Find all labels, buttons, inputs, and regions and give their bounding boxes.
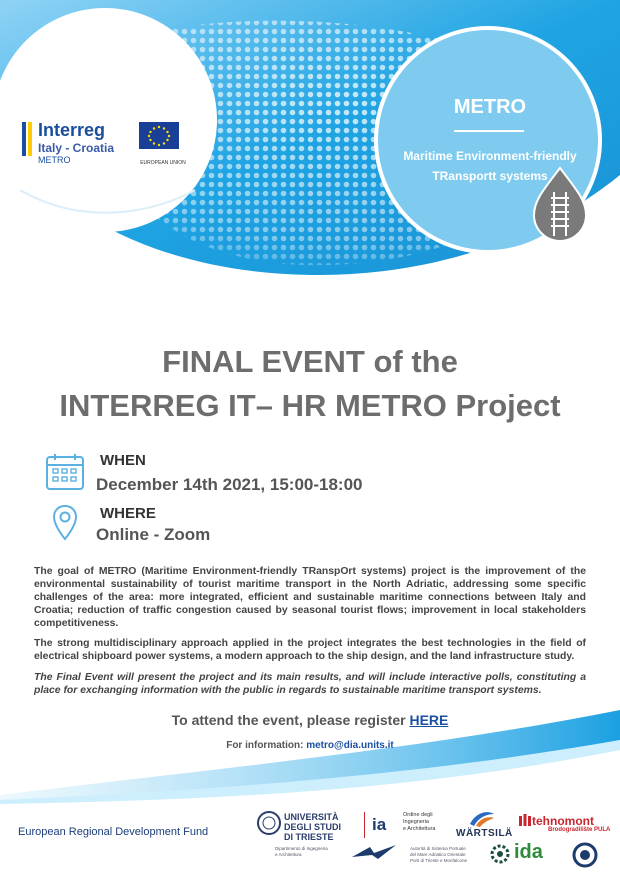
info-label: For information: [226, 740, 307, 751]
partner-logo-ia: ia [372, 815, 387, 834]
register-text: To attend the event, please register [171, 712, 410, 728]
partner-logo-tehnomont: tehnomont [532, 814, 594, 828]
ia-sub-line1: Ordine degli [403, 812, 433, 818]
small2-line2: del Mare Adriatico Orientale [410, 852, 466, 857]
calendar-icon [45, 452, 85, 492]
badge-divider [454, 130, 524, 132]
ia-sub-line3: e Architettura [403, 826, 436, 832]
interreg-logo-text: Interreg [38, 120, 106, 140]
event-location: Online - Zoom [96, 525, 211, 544]
description-approach: The strong multidisciplinary approach applied in the project integrates the best technologies in the field of electrical shipboard power systems, a modern approach to the ship design, and the land infrastructure study. [34, 638, 586, 662]
tehnomont-icon [518, 813, 532, 827]
partner-port-caption [410, 846, 467, 864]
where-label: WHERE [100, 505, 156, 522]
programme-name: Italy - Croatia [38, 141, 115, 155]
page-title [0, 340, 620, 428]
badge-subtitle [380, 146, 600, 186]
event-date: December 14th 2021, 15:00-18:00 [96, 475, 363, 494]
description-final-event: The Final Event will present the project and its main results, and will include interactive polls, constituting a place for exchanging information with the public in regards to sustainable maritime transport systems. [34, 672, 586, 696]
units-seal-icon [256, 810, 282, 836]
units-line2: DEGLI STUDI [284, 822, 342, 832]
partner-ia-caption [403, 812, 435, 833]
small1-line2: e Architettura [275, 852, 302, 857]
divider [364, 812, 365, 838]
partner-dia-caption [275, 846, 328, 858]
small1-line1: Dipartimento di Ingegneria [275, 846, 328, 851]
footer-wave [0, 700, 620, 810]
location-pin-icon [52, 504, 78, 542]
when-label: WHEN [100, 452, 146, 469]
bird-logo-icon [350, 843, 400, 863]
wartsila-swoosh-icon [468, 808, 496, 828]
units-line3: DI TRIESTE [284, 832, 334, 842]
funding-label: European Regional Development Fund [18, 826, 209, 838]
contact-email-link[interactable]: metro@dia.units.it [306, 740, 394, 751]
badge-title: METRO [453, 96, 527, 118]
gear-logo-icon [489, 843, 511, 865]
logo-project-name: METRO [38, 155, 71, 165]
eu-caption: EUROPEAN UNION [140, 160, 186, 166]
badge-subtitle-line1: Maritime Environment-friendly [403, 149, 577, 163]
small2-line3: Porti di Trieste e Monfalcone [410, 858, 468, 863]
description-goal: The goal of METRO (Maritime Environment-friendly TRanspOrt systems) project is the improvement of the environmental sustainability of tourist maritime transport in the North Adriatic, addressing some specific challenges of the area: more integrated, efficient and sustainable maritime connections between Italy and Croatia; reduction of traffic congestion caused by seasonal tourist flows; improvement in local stakeholders competitiveness. [34, 566, 586, 629]
ia-sub-line2: Ingegneria [403, 819, 429, 825]
units-line1: UNIVERSITÀ [284, 812, 339, 822]
register-link[interactable]: HERE [409, 712, 449, 728]
small2-line1: Autorità di Sistema Portuale [410, 846, 466, 851]
title-line2: INTERREG IT– HR METRO Project [59, 388, 561, 423]
round-emblem-icon [572, 842, 598, 868]
partner-logo-wartsila: WÄRTSILÄ [456, 828, 513, 839]
partner-logo-units [284, 812, 341, 842]
partner-logo-ida: ida [514, 841, 543, 863]
title-line1: FINAL EVENT of the [162, 344, 458, 379]
badge-subtitle-line2: TRansportt systems [432, 169, 548, 183]
partner-tehnomont-caption: Brodogradilište PULA [548, 827, 611, 833]
